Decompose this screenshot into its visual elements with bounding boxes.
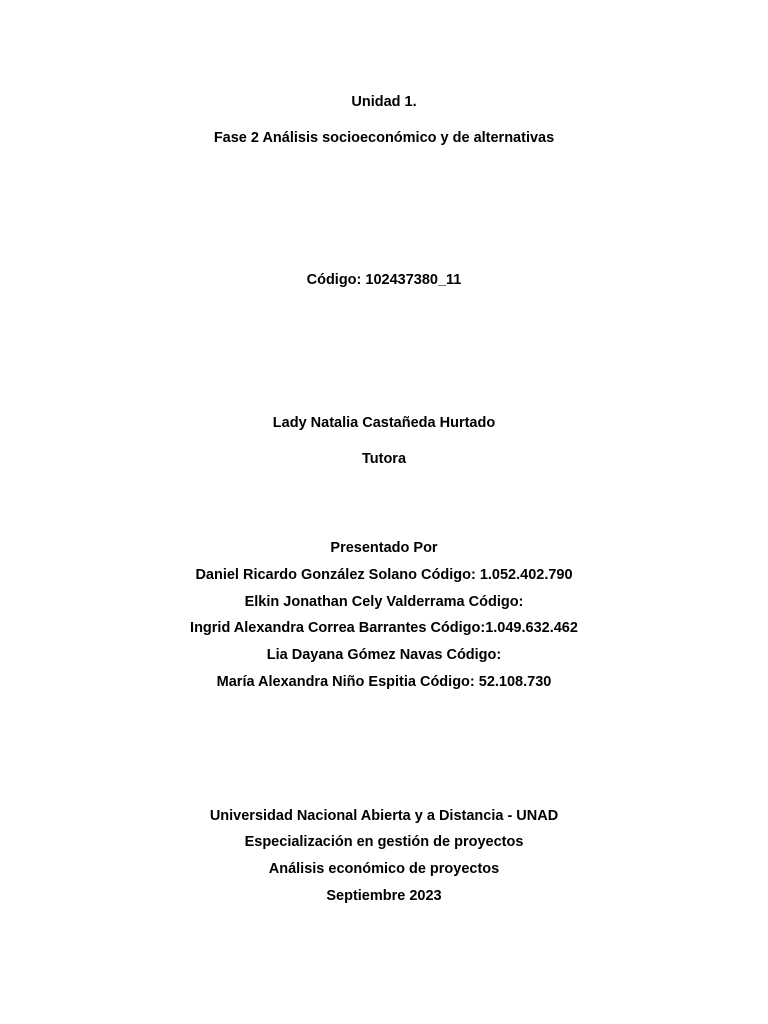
- student-line: Elkin Jonathan Cely Valderrama Código:: [244, 594, 524, 610]
- program-name: Especialización en gestión de proyectos: [244, 834, 524, 850]
- subject-name: Análisis económico de proyectos: [268, 861, 500, 877]
- phase-title: Fase 2 Análisis socioeconómico y de alternativas: [213, 130, 555, 146]
- document-date: Septiembre 2023: [326, 888, 442, 904]
- unit-title: Unidad 1.: [351, 94, 417, 110]
- presented-by-heading: Presentado Por: [330, 540, 438, 556]
- student-line: Lia Dayana Gómez Navas Código:: [266, 647, 502, 663]
- tutor-name: Lady Natalia Castañeda Hurtado: [272, 415, 496, 431]
- student-line: Ingrid Alexandra Correa Barrantes Código:1.049.632.462: [190, 620, 578, 636]
- student-line: Daniel Ricardo González Solano Código: 1.052.402.790: [195, 567, 573, 583]
- tutor-role: Tutora: [361, 451, 407, 467]
- student-line: María Alexandra Niño Espitia Código: 52.108.730: [216, 674, 552, 690]
- university-name: Universidad Nacional Abierta y a Distancia - UNAD: [209, 808, 559, 824]
- course-code: Código: 102437380_11: [306, 272, 462, 288]
